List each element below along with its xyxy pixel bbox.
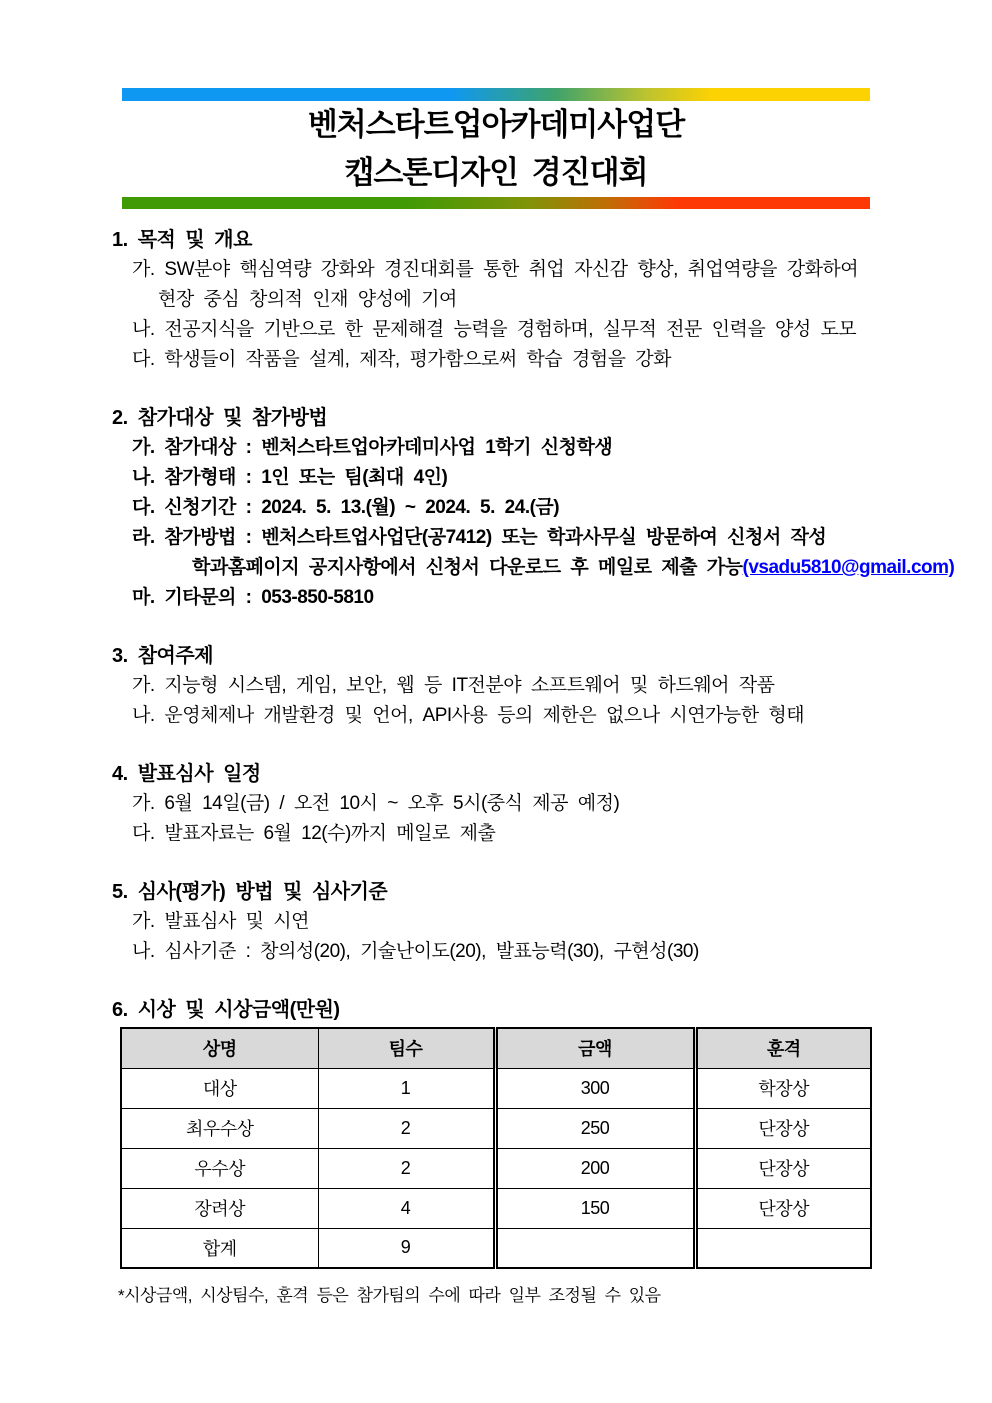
section-schedule — [112, 759, 880, 849]
section-heading: 3. 참여주제 — [112, 645, 214, 667]
table-cell: 200 — [495, 1148, 695, 1188]
table-cell: 300 — [495, 1068, 695, 1108]
list-item: 라. 참가방법 : 벤처스타트업사업단(공7412) 또는 학과사무실 방문하여 신청서 작성 — [132, 527, 827, 548]
table-footnote: *시상금액, 시상팀수, 훈격 등은 참가팀의 수에 따라 일부 조정될 수 있음 — [118, 1286, 661, 1305]
table-cell: 9 — [318, 1228, 495, 1268]
table-cell: 2 — [318, 1148, 495, 1188]
list-item: 나. 전공지식을 기반으로 한 문제해결 능력을 경험하며, 실무적 전문 인력을 양성 도모 — [132, 319, 857, 340]
section-participation — [112, 403, 955, 613]
table-cell: 1 — [318, 1068, 495, 1108]
section-heading: 2. 참가대상 및 참가방법 — [112, 407, 328, 429]
top-accent-bar — [122, 88, 870, 101]
list-item: 가. 6월 14일(금) / 오전 10시 ~ 오후 5시(중식 제공 예정) — [132, 793, 620, 814]
list-item: 나. 참가형태 : 1인 또는 팀(최대 4인) — [132, 467, 448, 488]
table-row — [121, 1108, 871, 1148]
table-cell: 최우수상 — [121, 1108, 318, 1148]
bottom-accent-bar — [122, 197, 870, 209]
table-header-cell: 팀수 — [318, 1028, 495, 1068]
section-judging — [112, 877, 880, 967]
table-cell: 장려상 — [121, 1188, 318, 1228]
table-header-cell: 상명 — [121, 1028, 318, 1068]
list-item: 가. 참가대상 : 벤처스타트업아카데미사업 1학기 신청학생 — [132, 437, 613, 458]
table-cell — [695, 1228, 871, 1268]
table-header-cell: 금액 — [495, 1028, 695, 1068]
table-cell: 4 — [318, 1188, 495, 1228]
table-row — [121, 1148, 871, 1188]
document-title-line1: 벤처스타트업아카데미사업단 — [307, 107, 685, 142]
table-cell: 150 — [495, 1188, 695, 1228]
list-item-continuation — [112, 553, 955, 583]
section-heading: 6. 시상 및 시상금액(만원) — [112, 999, 340, 1021]
table-cell: 학장상 — [695, 1068, 871, 1108]
list-item: 가. 발표심사 및 시연 — [132, 911, 309, 932]
list-item: 나. 심사기준 : 창의성(20), 기술난이도(20), 발표능력(30), 구현성(30) — [132, 941, 699, 962]
list-item: 가. 지능형 시스템, 게임, 보안, 웹 등 IT전분야 소프트웨어 및 하드웨어 작품 — [132, 675, 775, 696]
table-row — [121, 1188, 871, 1228]
list-item: 다. 신청기간 : 2024. 5. 13.(월) ~ 2024. 5. 24.(금) — [132, 497, 560, 518]
table-row — [121, 1228, 871, 1268]
table-cell: 합계 — [121, 1228, 318, 1268]
table-cell: 단장상 — [695, 1188, 871, 1228]
award-table — [120, 1027, 872, 1269]
table-header-cell: 훈격 — [695, 1028, 871, 1068]
list-item: 가. SW분야 핵심역량 강화와 경진대회를 통한 취업 자신감 향상, 취업역량을 강화하여 — [132, 259, 859, 280]
table-cell: 우수상 — [121, 1148, 318, 1188]
list-item: 마. 기타문의 : 053-850-5810 — [132, 587, 374, 608]
table-cell: 단장상 — [695, 1108, 871, 1148]
list-item: 다. 발표자료는 6월 12(수)까지 메일로 제출 — [132, 823, 496, 844]
table-cell: 단장상 — [695, 1148, 871, 1188]
email-link[interactable]: (vsadu5810@gmail.com) — [742, 557, 955, 578]
submit-text: 학과홈페이지 공지사항에서 신청서 다운로드 후 메일로 제출 가능 — [192, 557, 743, 578]
section-awards — [112, 995, 880, 1309]
section-heading: 4. 발표심사 일정 — [112, 763, 261, 785]
table-cell — [495, 1228, 695, 1268]
table-cell: 대상 — [121, 1068, 318, 1108]
section-heading: 1. 목적 및 개요 — [112, 229, 252, 251]
section-topics — [112, 641, 880, 731]
section-heading: 5. 심사(평가) 방법 및 심사기준 — [112, 881, 388, 903]
table-header-row — [121, 1028, 871, 1068]
list-item-continuation: 현장 중심 창의적 인재 양성에 기여 — [158, 289, 457, 310]
table-cell: 250 — [495, 1108, 695, 1148]
table-cell: 2 — [318, 1108, 495, 1148]
document-title-line2: 캡스톤디자인 경진대회 — [344, 155, 648, 190]
list-item: 나. 운영체제나 개발환경 및 언어, API사용 등의 제한은 없으나 시연가능한 형태 — [132, 705, 805, 726]
table-row — [121, 1068, 871, 1108]
list-item: 다. 학생들이 작품을 설계, 제작, 평가함으로써 학습 경험을 강화 — [132, 349, 671, 370]
section-purpose — [112, 225, 880, 375]
